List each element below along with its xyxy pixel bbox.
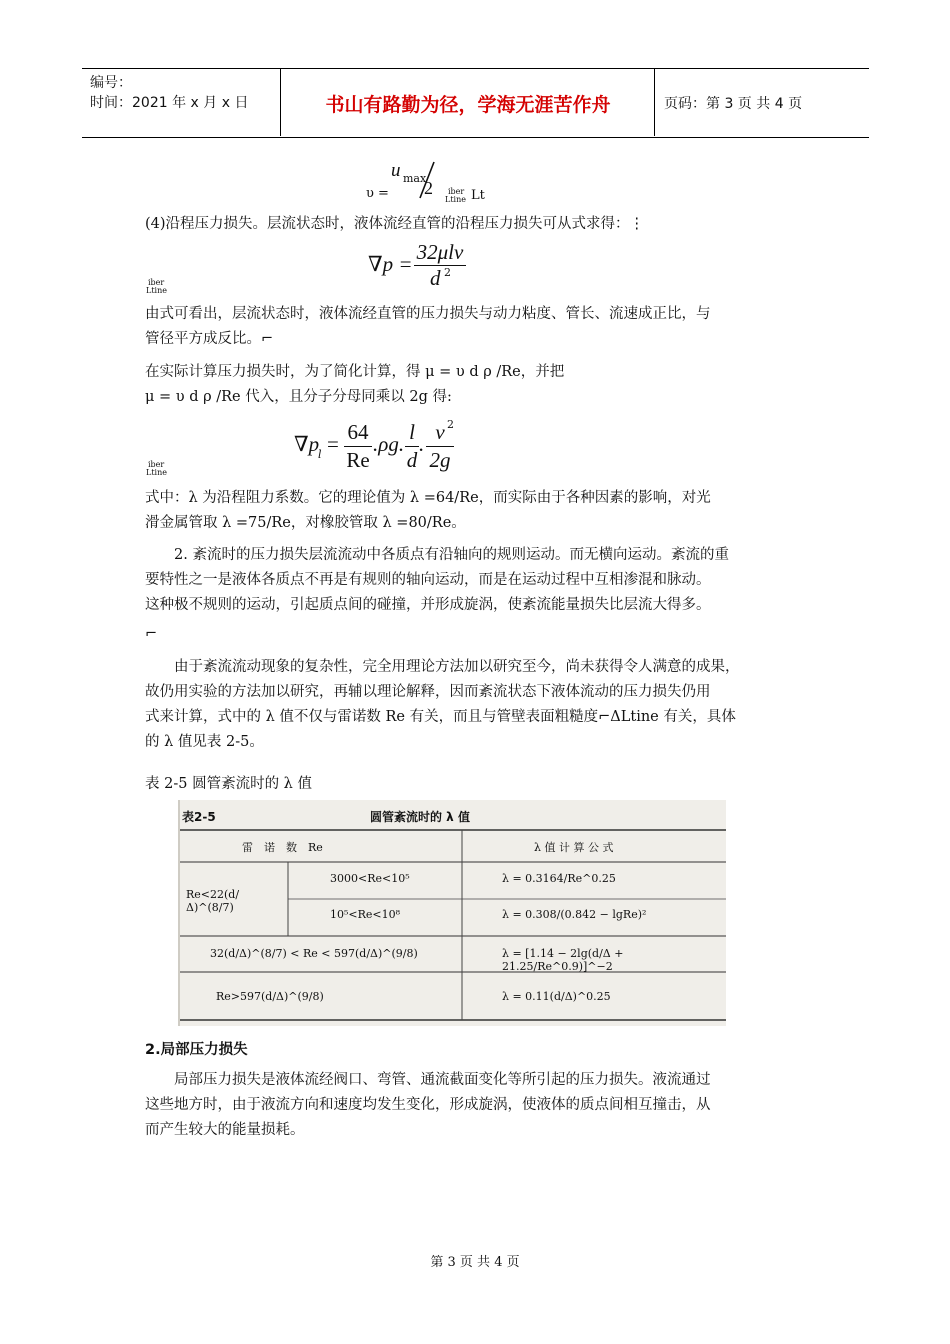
formula-dp-denominator-sup: 2 — [444, 266, 451, 279]
embedded-object-mark: Ltine — [146, 468, 167, 477]
embedded-object-mark: Ltine — [146, 286, 167, 295]
fraction-bar — [344, 446, 372, 447]
header-motto: 书山有路勤为径，学海无涯苦作舟 — [325, 94, 611, 116]
text-line: 2. 紊流时的压力损失层流流动中各质点有沿轴向的规则运动。而无横向运动。紊流的重 — [174, 547, 729, 563]
text-line: 由式可看出，层流状态时，液体流经直管的压力损失与动力粘度、管长、流速成正比，与 — [145, 306, 711, 322]
text-line: 式来计算，式中的 λ 值不仅与雷诺数 Re 有关，而且与管壁表面粗糙度⌐ΔLtine 有关，具体 — [145, 709, 736, 725]
header-divider — [280, 68, 281, 136]
table-cell-formula: λ = 0.308/(0.842 − lgRe)² — [502, 908, 647, 921]
formula-dp-numerator: 32μlv — [416, 240, 464, 264]
header-divider — [654, 68, 655, 136]
header-page-number: 页码：第 3 页 共 4 页 — [664, 96, 803, 112]
paragraph-turbulent-experiment — [145, 655, 810, 755]
text-line: 由于紊流流动现象的复杂性，完全用理论方法加以研究至今，尚未获得令人满意的成果， — [174, 659, 740, 675]
formula-velocity-mark-top: iber — [448, 187, 465, 196]
text-line: 故仍用实验的方法加以研究，再辅以理论解释，因而紊流状态下液体流动的压力损失仍用 — [145, 684, 711, 700]
formula-velocity-denominator: 2 — [424, 178, 433, 198]
formula-velocity-numerator-sub: max — [403, 172, 427, 185]
table-cell-formula: λ = [1.14 − 2lg(d/Δ + 21.25/Re^0.9)]^−2 — [502, 947, 624, 973]
fraction-bar — [405, 446, 419, 447]
formula-velocity-lhs: υ = — [366, 186, 389, 201]
table-title: 圆管紊流时的 λ 值 — [370, 810, 470, 824]
text-line: 管径平方成反比。⌐ — [145, 331, 274, 347]
fraction-bar — [426, 446, 454, 447]
text-line: 在实际计算压力损失时，为了简化计算，得 μ = υ d ρ /Re，并把 — [145, 364, 565, 380]
text-line: 要特性之一是液体各质点不再是有规则的轴向运动，而是在运动过程中互相渗混和脉动。 — [145, 572, 711, 588]
lambda-table — [178, 800, 726, 1026]
page-footer: 第 3 页 共 4 页 — [430, 1255, 520, 1270]
formula-darcy-f1-den: Re — [346, 448, 370, 472]
table-cell-re-group: Re<22(d/Δ)^(8/7) — [186, 888, 240, 914]
formula-darcy-lhs: ∇p — [294, 432, 320, 456]
formula-darcy-f3-num: v — [435, 420, 445, 444]
document-number-label: 编号： — [90, 75, 132, 91]
formula-darcy-f1-num: 64 — [347, 420, 369, 444]
table-cell-re: 3000<Re<10⁵ — [330, 872, 410, 885]
formula-darcy — [294, 418, 464, 474]
table-label: 表2-5 — [182, 810, 216, 824]
table-cell-formula: λ = 0.11(d/Δ)^0.25 — [502, 990, 611, 1003]
text-line: 的 λ 值见表 2-5。 — [145, 734, 264, 750]
paragraph-lambda-values — [145, 486, 810, 536]
section-title: 2.局部压力损失 — [145, 1042, 248, 1058]
text-line: 而产生较大的能量损耗。 — [145, 1122, 305, 1138]
paragraph-simplify — [145, 360, 810, 410]
table-header-re: 雷 诺 数 Re — [242, 841, 323, 854]
table-cell-re: 32(d/Δ)^(8/7) < Re < 597(d/Δ)^(9/8) — [210, 947, 418, 960]
text-line: μ = υ d ρ /Re 代入，且分子分母同乘以 2g 得: — [145, 389, 452, 405]
header-meta — [90, 73, 248, 113]
document-date-label: 时间：2021 年 x 月 x 日 — [90, 95, 249, 111]
text-line: 滑金属管取 λ =75/Re，对橡胶管取 λ =80/Re。 — [145, 515, 466, 531]
formula-darcy-f3-den: 2g — [429, 448, 451, 472]
formula-darcy-f2-den: d — [406, 448, 418, 472]
paragraph-laminar-conclusion — [145, 302, 810, 352]
formula-velocity — [360, 158, 560, 208]
formula-dp-lhs: ∇p = — [368, 252, 413, 276]
formula-pressure-loss — [368, 240, 488, 290]
table-header-formula: λ 值 计 算 公 式 — [534, 841, 614, 854]
text-line: 这些地方时，由于液流方向和速度均发生变化，形成旋涡，使液体的质点间相互撞击，从 — [145, 1097, 711, 1113]
formula-darcy-f2-num: l — [409, 420, 415, 444]
formula-darcy-eq: = — [327, 432, 339, 456]
formula-darcy-lhs-sub: l — [318, 448, 322, 461]
text-line: 局部压力损失是液体流经阀口、弯管、通流截面变化等所引起的压力损失。液流通过 — [174, 1072, 711, 1088]
formula-darcy-f3-sup: 2 — [447, 418, 454, 431]
formula-velocity-numerator: u — [391, 160, 401, 181]
text-line: 这种极不规则的运动，引起质点间的碰撞，并形成旋涡，使紊流能量损失比层流大得多。 — [145, 597, 711, 613]
paragraph-local-loss — [145, 1068, 810, 1143]
table-cell-formula: λ = 0.3164/Re^0.25 — [502, 872, 616, 885]
table-cell-re: Re>597(d/Δ)^(9/8) — [216, 990, 324, 1003]
paragraph-turbulent-loss — [145, 543, 810, 647]
formula-dp-denominator: d — [430, 266, 441, 290]
embedded-object-mark: iber — [148, 278, 165, 287]
formula-velocity-mark: Ltine — [445, 195, 466, 204]
paragraph-frictional-loss: (4)沿程压力损失。层流状态时，液体流经直管的沿程压力损失可从式求得：⋮ — [145, 216, 645, 232]
text-line: 式中：λ 为沿程阻力系数。它的理论值为 λ =64/Re，而实际由于各种因素的影响，对光 — [145, 490, 711, 506]
table-caption: 表 2-5 圆管紊流时的 λ 值 — [145, 776, 312, 792]
formula-velocity-mark-tail: Lt — [471, 188, 485, 203]
embedded-object-mark: iber — [148, 460, 165, 469]
table-cell-re: 10⁵<Re<10⁸ — [330, 908, 401, 921]
formula-darcy-mid: .ρg. — [373, 432, 405, 456]
text-line: ⌐ — [145, 626, 158, 642]
formula-darcy-dot: . — [419, 432, 425, 456]
